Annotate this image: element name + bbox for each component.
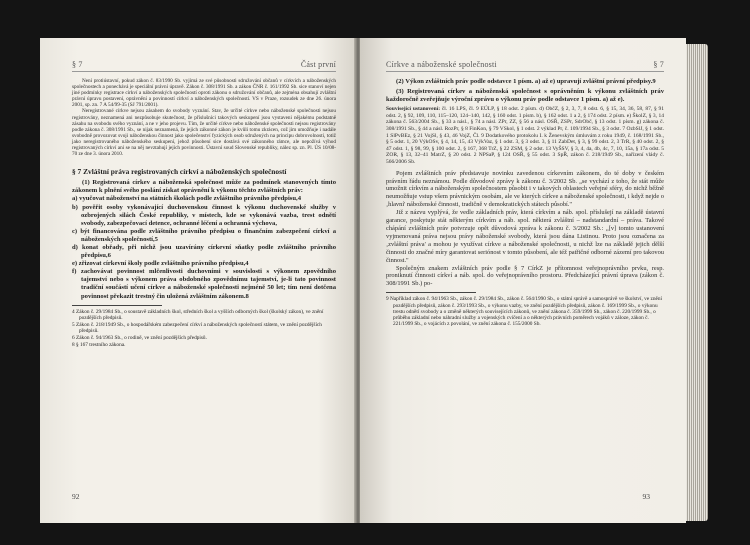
footnote-rule xyxy=(386,292,476,293)
statute-paragraph: (2) Výkon zvláštních práv podle odstavce 1 písm. a) až e) upravují zvláštní právní předpisy.9 xyxy=(396,78,656,85)
footnote: 4 Zákon č. 29/1984 Sb., o soustavě základních škol, středních škol a vyšších odborných škol (školský zákon), ve znění pozdějších předpisů. xyxy=(72,308,324,321)
statute-item: a) vyučovat náboženství na státních školách podle zvláštního právního předpisu,4 xyxy=(72,195,301,203)
footnote: 8 § 167 trestního zákona. xyxy=(72,341,126,348)
related-provisions-text: čl. 16 LPS, čl. 9 EÚLP, § 18 odst. 2 písm. d) ObčZ, § 2, 3, 7, 8 odst. 6, § 15, 34, 36, 58, 87, § 91 odst. 2, § 92, 109, 110, 115–120, 124–140, 142, § 160 odst. 1 písm. b), § 162 odst. 1 a 2, § 174 odst. 2 písm. e) ŠkolZ, § 3, 14 zákona č. 563/2004 Sb., § 33 a násl., § 74 a násl. ZPr, ZZ, § 56 a násl. OSŘ, ZSPr, SdrObč, § 13 odst. 1 písm. g) zákona č. 308/1991 Sb., § 44 a násl. RozPr, § 8 FinKon, § 79 VSkol, § 1 odst. 2 výklad Pr, č. 109/1994 Sb., § 3 odst. 7 OzbSlJ, § 1 odst. 1 SlPvBEz, § 21 VojSl, § 43, 46 VojZ, Čl. 9 Dodatkového protokolu I. k Ženevským úmluvám z roku 1949, č. 168/1991 Sb., § 5 odst. 1, 20 VýkOSv, § 4, 14, 15, 43 VýkVaz, § 1 odst. 3, § 3 odst. 3, § 11 ZabDet, § 3, § 99 odst. 2, 3 TrR, § 40 odst. 2, § 47 odst. 1, § 98, 99, § 100 odst. 2, § 167, 368 TrZ, § 22 ZSM, § 2 odst. 13 VyŠSV, § 3, 4, 4a, 4b, 4c, 7, 10, 15a, § 17a odst. 5 ZOR, § 13, 32–41 MatrZ, § 20 odst. 2 NPSaP, § 124 OSŘ, § 55 odst. 3 SpŘ, zákon č. 218/1949 Sb., nařízení vlády č. 566/2006 Sb. xyxy=(386,106,664,166)
statute-intro: (1) Registrovaná církev a náboženská společnost může za podmínek stanovených tímto zákonem k plnění svého poslání získat oprávnění k výkonu těchto zvláštních práv: xyxy=(72,179,336,195)
open-book xyxy=(40,38,708,523)
left-page xyxy=(40,38,356,523)
commentary-paragraph: Již z názvu vyplývá, že vedle základních práv, která církvím a náb. spol. příslušejí na základě ústavní garance, poskytuje stát některým církvím a náb. spol. některá zvláštní – nadstandardní – práva. Takové chápání zvláštních práv potvrzuje opět důvodová zpráva k zákonu č. 3/2002 Sb.: „[v] tomto ustanovení vyjmenovaná práva nejsou právy náboženské svobody, která jsou dána Listinou. Proto jsou označena za ‚zvláštní práva' a mohou je využívat církve a náboženské společnosti, u nichž lze na základě jejich dělší činnosti do značné míry garantovat seriónost v tomto působení, ale též patřičné odborné zázemí pro takovou činnost." xyxy=(386,209,664,264)
page-edges xyxy=(686,44,708,521)
footnote: 6 Zákon č. 94/1963 Sb., o rodině, ve znění pozdějších předpisů. xyxy=(72,334,207,341)
left-footnotes xyxy=(72,309,336,348)
commentary-paragraph: Společným znakem zvláštních práv podle § 7 CírkZ je přítomnost veřejnoprávního prvku, resp. proniknutí činnosti církví a náb. spol. do veřejnoprávního prostoru. Předcházející právní úprava (zákon č. 308/1991 Sb.) po- xyxy=(386,264,664,288)
left-page-number: 92 xyxy=(72,492,80,501)
statute-continuation xyxy=(386,78,664,104)
statute-text xyxy=(72,179,336,300)
related-provisions xyxy=(386,106,664,165)
footnote: 5 Zákon č. 218/1949 Sb., o hospodářském zabezpečení církví a náboženských společností státem, ve znění pozdějších předpisů. xyxy=(72,321,322,335)
commentary-paragraph: Není protiústavní, pokud zákon č. 83/1990 Sb. vyjímá ze své působnosti sdružování občanů v církvích a náboženských společnostech a ponechává je speciální právní úpravě. Zákon č. 308/1991 Sb. a zákon ČNR č. 161/1992 Sb. sice stanoví nejen jiné podmínky registrace církví a náboženských společností oproti zákonu o sdružování občanů, ale zejména obsahují zvláštní právní úpravu postavení, oprávnění a povinností církví a náboženských společností. VS v Praze, rozsudek ze dne 26. února 2001, sp. zn. 7 A 54/99-35 (SJ 791/2001). xyxy=(72,78,336,109)
left-header-section: § 7 xyxy=(72,60,83,69)
right-running-header xyxy=(386,60,664,72)
left-commentary xyxy=(72,78,336,157)
right-header-section: § 7 xyxy=(653,60,664,69)
statute-item: b) pověřit osoby vykonávající duchovenskou činnost k výkonu duchovenské služby v ozbrojených silách České republiky, v místech, kde se vykonává vazba, trest odnětí svobody, zabezpečovací detence, ochranné léčení a ochranná výchova, xyxy=(72,203,336,227)
left-header-part: Část první xyxy=(300,60,336,69)
statute-item: e) zřizovat církevní školy podle zvláštního právního předpisu,4 xyxy=(72,260,249,268)
right-page-number: 93 xyxy=(642,492,650,501)
statute-paragraph: (3) Registrovaná církev a náboženská společnost s oprávněním k výkonu zvláštních práv každoročně zveřejňuje výroční zprávu o výkonu práv podle odstavce 1 písm. a) až e). xyxy=(386,88,664,104)
statute-item: d) konat obřady, při nichž jsou uzavírány církevní sňatky podle zvláštního právního předpisu,6 xyxy=(72,243,336,260)
statute-item: c) být financována podle zvláštního právního předpisu o finančním zabezpečení církví a náboženských společností,5 xyxy=(72,227,336,243)
right-footnotes xyxy=(386,296,664,327)
commentary-paragraph: Pojem zvláštních práv představuje novinku zavedenou církevním zákonem, do té doby v českém právním řádu neznámou. Podle důvodové zprávy k zákonu č. 3/2002 Sb. „se vychází z toho, že stát může umožnit církvím a náboženským společnostem působit i v takových oblastech veřejné sféry, do nichž běžně neumožňuje vstup všem právnickým osobám, ale ve kterých církve a náboženské společnosti, i když nejde o ‚hlavní' náboženské činnosti, tradičně v demokratických státech působí." xyxy=(386,169,664,209)
right-commentary xyxy=(386,170,664,289)
footnote: 9 Například zákon č. 94/1963 Sb., zákon č. 29/1984 Sb., zákon č. 564/1990 Sb., o státní správě a samosprávě ve školství, ve znění pozdějších předpisů, zákon č. 293/1993 Sb., o výkonu vazby, ve znění pozdějších předpisů, zákon č. 169/1999 Sb., o výkonu trestu odnětí svobody a o změně některých souvisejících zákonů, ve znění zákona č. 359/1999 Sb., zákon č. 220/1999 Sb., o průběhu základní nebo náhradní služby a vojenských cvičení a o některých právních poměrech vojáků v záloze, zákon č. 221/1999 Sb., o vojácích z povolání, ve znění zákona č. 155/2000 Sb. xyxy=(386,296,662,328)
commentary-paragraph: Neregistrované církve nejsou zásahem do svobody vyznání. Stav, že určité církve nebo náboženské společnosti nejsou registrovány, neznamená ani nezpůsobuje skutečnost, že příslušníci takových seskupení jsou vystaveni nějakému podstatně zásahu na svobodu svého vyznání, a ne v jeho projevu. Tím, že určité církve nebo náboženské společnosti nejsou registrovány podle zákona č. 308/1991 Sb., se nijak neznamená, že jejich zákonné zákon je kvůli tomu zkrácen, což jim umožňuje i nadále svobodně provozovat svoji náboženskou činnost jako společenství fyzických osob sdružených na principu dobrovolnosti, totiž jako neregistrovaného náboženského seskupení, jehož působení sice dostává své zákonného rámce, ale nepožívá výhod registrovaných církví ani se na něj nevztahují jejich povinnosti. Ústavní soud Slovenské republiky, nález sp. zn. Pl. ÚS 10/08-70 ze dne 3. února 2010. xyxy=(72,108,336,158)
related-provisions-label: Související ustanovení: xyxy=(386,106,441,113)
footnote-rule xyxy=(72,305,162,306)
left-running-header xyxy=(72,60,336,72)
statute-item: f) zachovávat povinnost mlčenlivosti duchovními v souvislosti s výkonem zpovědního tajemství nebo s výkonem práva obdobného zpovědnímu tajemství, je-li tato povinnost tradiční součástí učení církve a náboženské společnosti nejméně 50 let; tím není dotčena povinnost překazit trestný čin uložená zvláštním zákonem.8 xyxy=(72,268,336,300)
section-heading: § 7 Zvláštní práva registrovaných církví a náboženských společností xyxy=(72,167,287,177)
right-header-title: Církve a náboženské společnosti xyxy=(386,60,497,69)
right-page xyxy=(360,38,686,523)
